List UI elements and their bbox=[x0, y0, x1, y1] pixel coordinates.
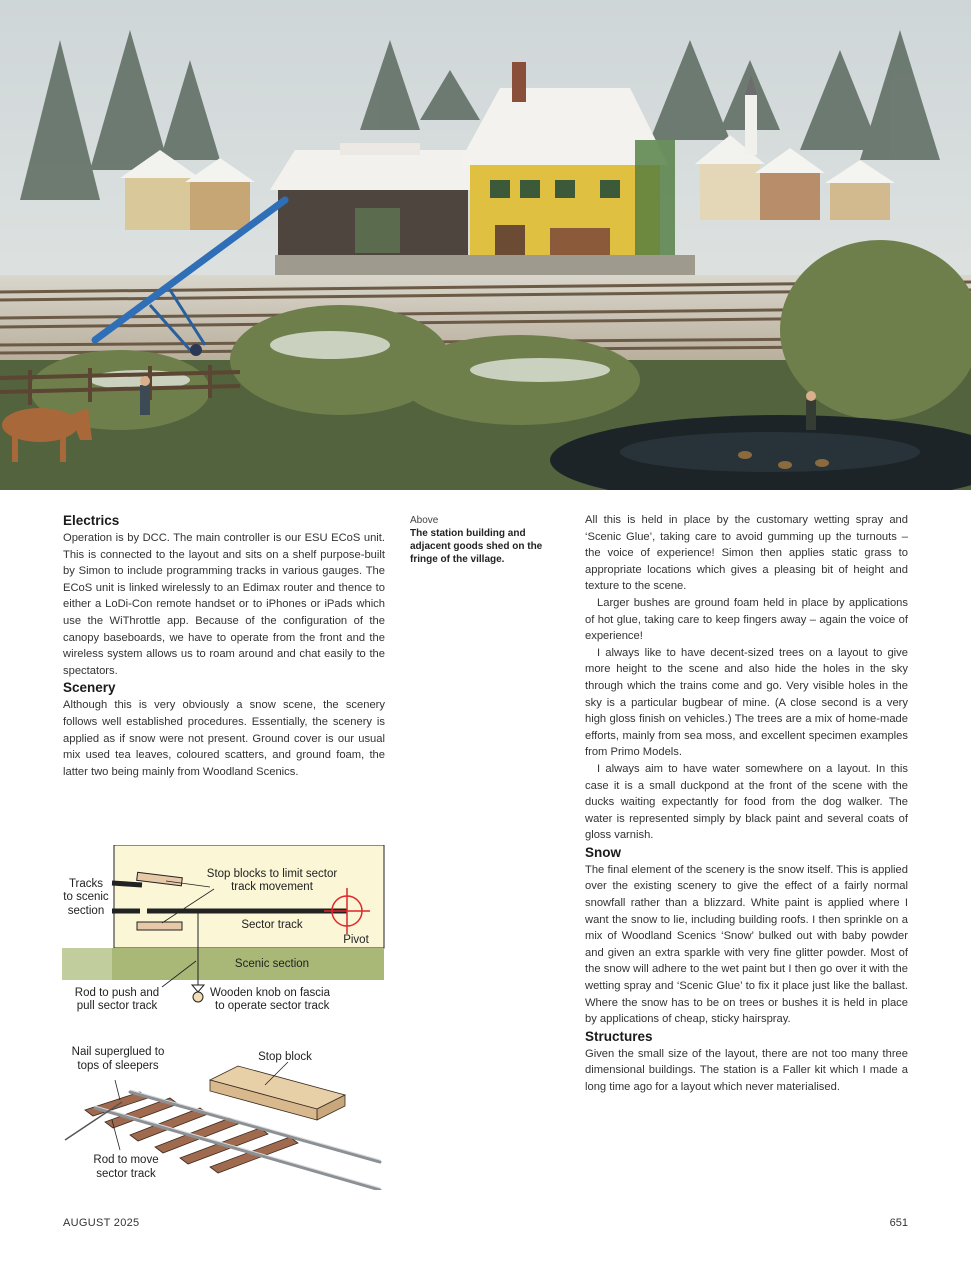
electrics-heading: Electrics bbox=[63, 513, 120, 528]
nail-label-2: tops of sleepers bbox=[77, 1060, 159, 1072]
knob-label-2: to operate sector track bbox=[215, 1000, 330, 1012]
hero-photo bbox=[0, 0, 971, 490]
rod-label-2: pull sector track bbox=[76, 1000, 158, 1012]
left-column bbox=[63, 512, 385, 780]
electrics-body: Operation is by DCC. The main controller is our ESU ECoS unit. This is connected to the layout and sits on a shelf purpose-built by Simon to include programming tracks in various gauges. The ECoS unit is linked wirelessly to an Edimax router and thence to either a LoDi-Con remote handset or to iPhones or iPads which use the WiThrottle app. Because of the configuration of the canopy baseboards, we have to operate from the front and the wireless system allows us to roam around and chat easily to the spectators. bbox=[63, 532, 385, 677]
page-number: 651 bbox=[889, 1217, 908, 1229]
sector-track-label: Sector track bbox=[241, 919, 303, 931]
snow-body: The final element of the scenery is the snow itself. This is applied over the existing scenery to give the effect of a fairly normal snowfall rather than a blizzard. White paint is applied where I want the snow to lie, including building roofs. I then sprinkle on a mix of Woodland Scenics ‘Snow’ bulked out with baby powder and given an extra sparkle with very fine glitter powder. Most of the snow will adhere to the wet paint but I then go over it with the wetting spray and ‘Scenic Glue’ to fix it place just like the ballast. Where the snow has to be on trees or bushes it is held in place by applications of cheap, sticky hairspray. bbox=[585, 863, 908, 1026]
tracks-label-1: Tracks bbox=[68, 878, 104, 890]
col3-paragraph-1: All this is held in place by the customary wetting spray and ‘Scenic Glue’, taking care to avoid gumming up the turnouts – the voice of experience! Simon then applies static grass to appropriate locations which gives a pleasing bit of height and texture to the scene. bbox=[585, 514, 908, 593]
photo-caption bbox=[410, 514, 560, 566]
layout-photo-illustration bbox=[0, 0, 971, 490]
scenery-heading: Scenery bbox=[63, 680, 116, 696]
structures-body: Given the small size of the layout, there are not too many three dimensional buildings. The station is a Faller kit which I made a long time ago for a layout which never materialised. bbox=[585, 1047, 908, 1093]
issue-date: AUGUST 2025 bbox=[63, 1217, 140, 1229]
stop-block-bottom bbox=[137, 922, 182, 930]
stop-block bbox=[210, 1066, 345, 1120]
structures-heading: Structures bbox=[585, 1028, 653, 1044]
rod-label-1: Rod to push and bbox=[74, 987, 160, 999]
caption-label: Above bbox=[410, 515, 439, 526]
col3-paragraph-4: I always aim to have water somewhere on a layout. In this case it is a small duckpond at the front of the scene with the ducks waiting expectantly for food from the dog walker. The water is represented simply by black paint and several coats of gloss varnish. bbox=[585, 762, 908, 842]
caption-text: The station building and adjacent goods shed on the fringe of the village. bbox=[410, 528, 543, 565]
stop-block-diagram bbox=[60, 1040, 390, 1195]
col3-paragraph-2: Larger bushes are ground foam held in place by applications of hot glue, taking care to keep fingers away – again the voice of experience! bbox=[585, 596, 908, 643]
scenery-body: Although this is very obviously a snow scene, the scenery follows well established procedures. Essentially, the scenery is applied as if snow were not present. Ground cover is our usual mix used tea leaves, coloured scatters, and ground foam, the latter two being mainly from Woodland Scenics. bbox=[63, 699, 385, 778]
scenic-section-label: Scenic section bbox=[234, 958, 310, 970]
rod-move-label-2: sector track bbox=[96, 1168, 156, 1180]
knob-label-1: Wooden knob on fascia bbox=[210, 987, 330, 999]
tracks-label-2: to scenic bbox=[63, 891, 109, 903]
snow-heading: Snow bbox=[585, 844, 621, 860]
right-column bbox=[585, 512, 908, 1096]
sector-track-diagram bbox=[62, 845, 387, 1025]
tracks-label-3: section bbox=[67, 905, 105, 917]
rod-move-label-1: Rod to move bbox=[93, 1154, 159, 1166]
nail-label-1: Nail superglued to bbox=[71, 1046, 165, 1058]
wooden-knob bbox=[192, 985, 204, 1002]
col3-paragraph-3: I always like to have decent-sized trees on a layout to give more height to the scene and also hide the holes in the sky through which the trains come and go. Very visible holes in the sky is a particular bugbear of mine. (A close second is a very high gloss finish on vehicles.) The trees are a mix of home-made efforts, mainly from sea moss, and excellent specimen examples from Primo Models. bbox=[585, 646, 908, 759]
stop-blocks-label-1: Stop blocks to limit sector bbox=[206, 868, 338, 880]
stop-block-label: Stop block bbox=[258, 1051, 312, 1063]
stop-blocks-label-2: track movement bbox=[231, 881, 313, 893]
pivot-label: Pivot bbox=[343, 934, 369, 946]
